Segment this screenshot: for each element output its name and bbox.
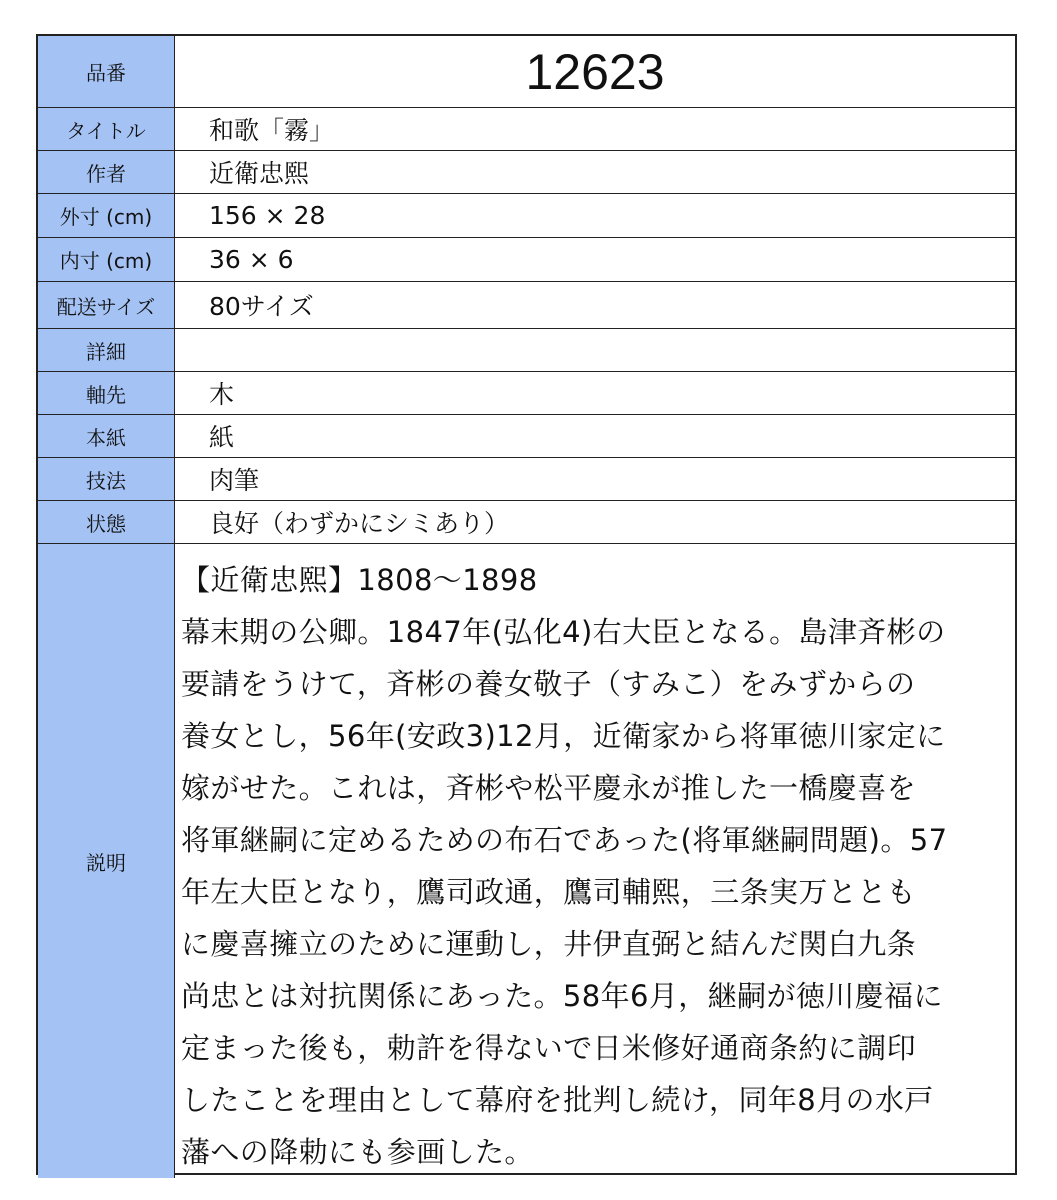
description-line: 尚忠とは対抗関係にあった。58年6月，継嗣が徳川慶福に (181, 979, 943, 1013)
value-details (175, 329, 1015, 372)
label-shipping-size: 配送サイズ (38, 282, 175, 329)
value-description (175, 544, 1015, 1178)
value-outer-size: 156 × 28 (175, 194, 1015, 238)
description-line: 藩への降勅にも参画した。 (181, 1135, 534, 1169)
description-line: 養女とし，56年(安政3)12月，近衛家から将軍徳川家定に (181, 719, 946, 753)
value-roller-end: 木 (175, 372, 1015, 415)
value-item-number: 12623 (175, 36, 1015, 108)
product-info-table (36, 34, 1017, 1175)
description-line: 要請をうけて，斉彬の養女敬子（すみこ）をみずからの (181, 667, 916, 701)
description-line: 定まった後も，勅許を得ないで日米修好通商条約に調印 (181, 1031, 917, 1065)
label-condition: 状態 (38, 501, 175, 544)
label-roller-end: 軸先 (38, 372, 175, 415)
value-shipping-size: 80サイズ (175, 282, 1015, 329)
label-item-number: 品番 (38, 36, 175, 108)
label-description: 説明 (38, 544, 175, 1178)
value-condition: 良好（わずかにシミあり） (175, 501, 1015, 544)
label-outer-size: 外寸 (cm) (38, 194, 175, 238)
description-line: 年左大臣となり，鷹司政通，鷹司輔熙，三条実万ととも (181, 875, 917, 909)
value-technique: 肉筆 (175, 458, 1015, 501)
description-heading: 【近衛忠熙】1808〜1898 (181, 563, 538, 597)
description-line: したことを理由として幕府を批判し続け，同年8月の水戸 (181, 1083, 934, 1117)
label-author: 作者 (38, 151, 175, 194)
value-title: 和歌「霧」 (175, 108, 1015, 151)
description-line: 幕末期の公卿。1847年(弘化4)右大臣となる。島津斉彬の (181, 615, 946, 649)
description-line: 将軍継嗣に定めるための布石であった(将軍継嗣問題)。57 (181, 823, 948, 857)
value-inner-size: 36 × 6 (175, 238, 1015, 282)
description-line: に慶喜擁立のために運動し，井伊直弼と結んだ関白九条 (181, 927, 917, 961)
label-inner-size: 内寸 (cm) (38, 238, 175, 282)
value-base-material: 紙 (175, 415, 1015, 458)
label-title: タイトル (38, 108, 175, 151)
description-line: 嫁がせた。これは，斉彬や松平慶永が推した一橋慶喜を (181, 771, 917, 805)
label-technique: 技法 (38, 458, 175, 501)
label-base-material: 本紙 (38, 415, 175, 458)
value-author: 近衛忠熙 (175, 151, 1015, 194)
label-details: 詳細 (38, 329, 175, 372)
